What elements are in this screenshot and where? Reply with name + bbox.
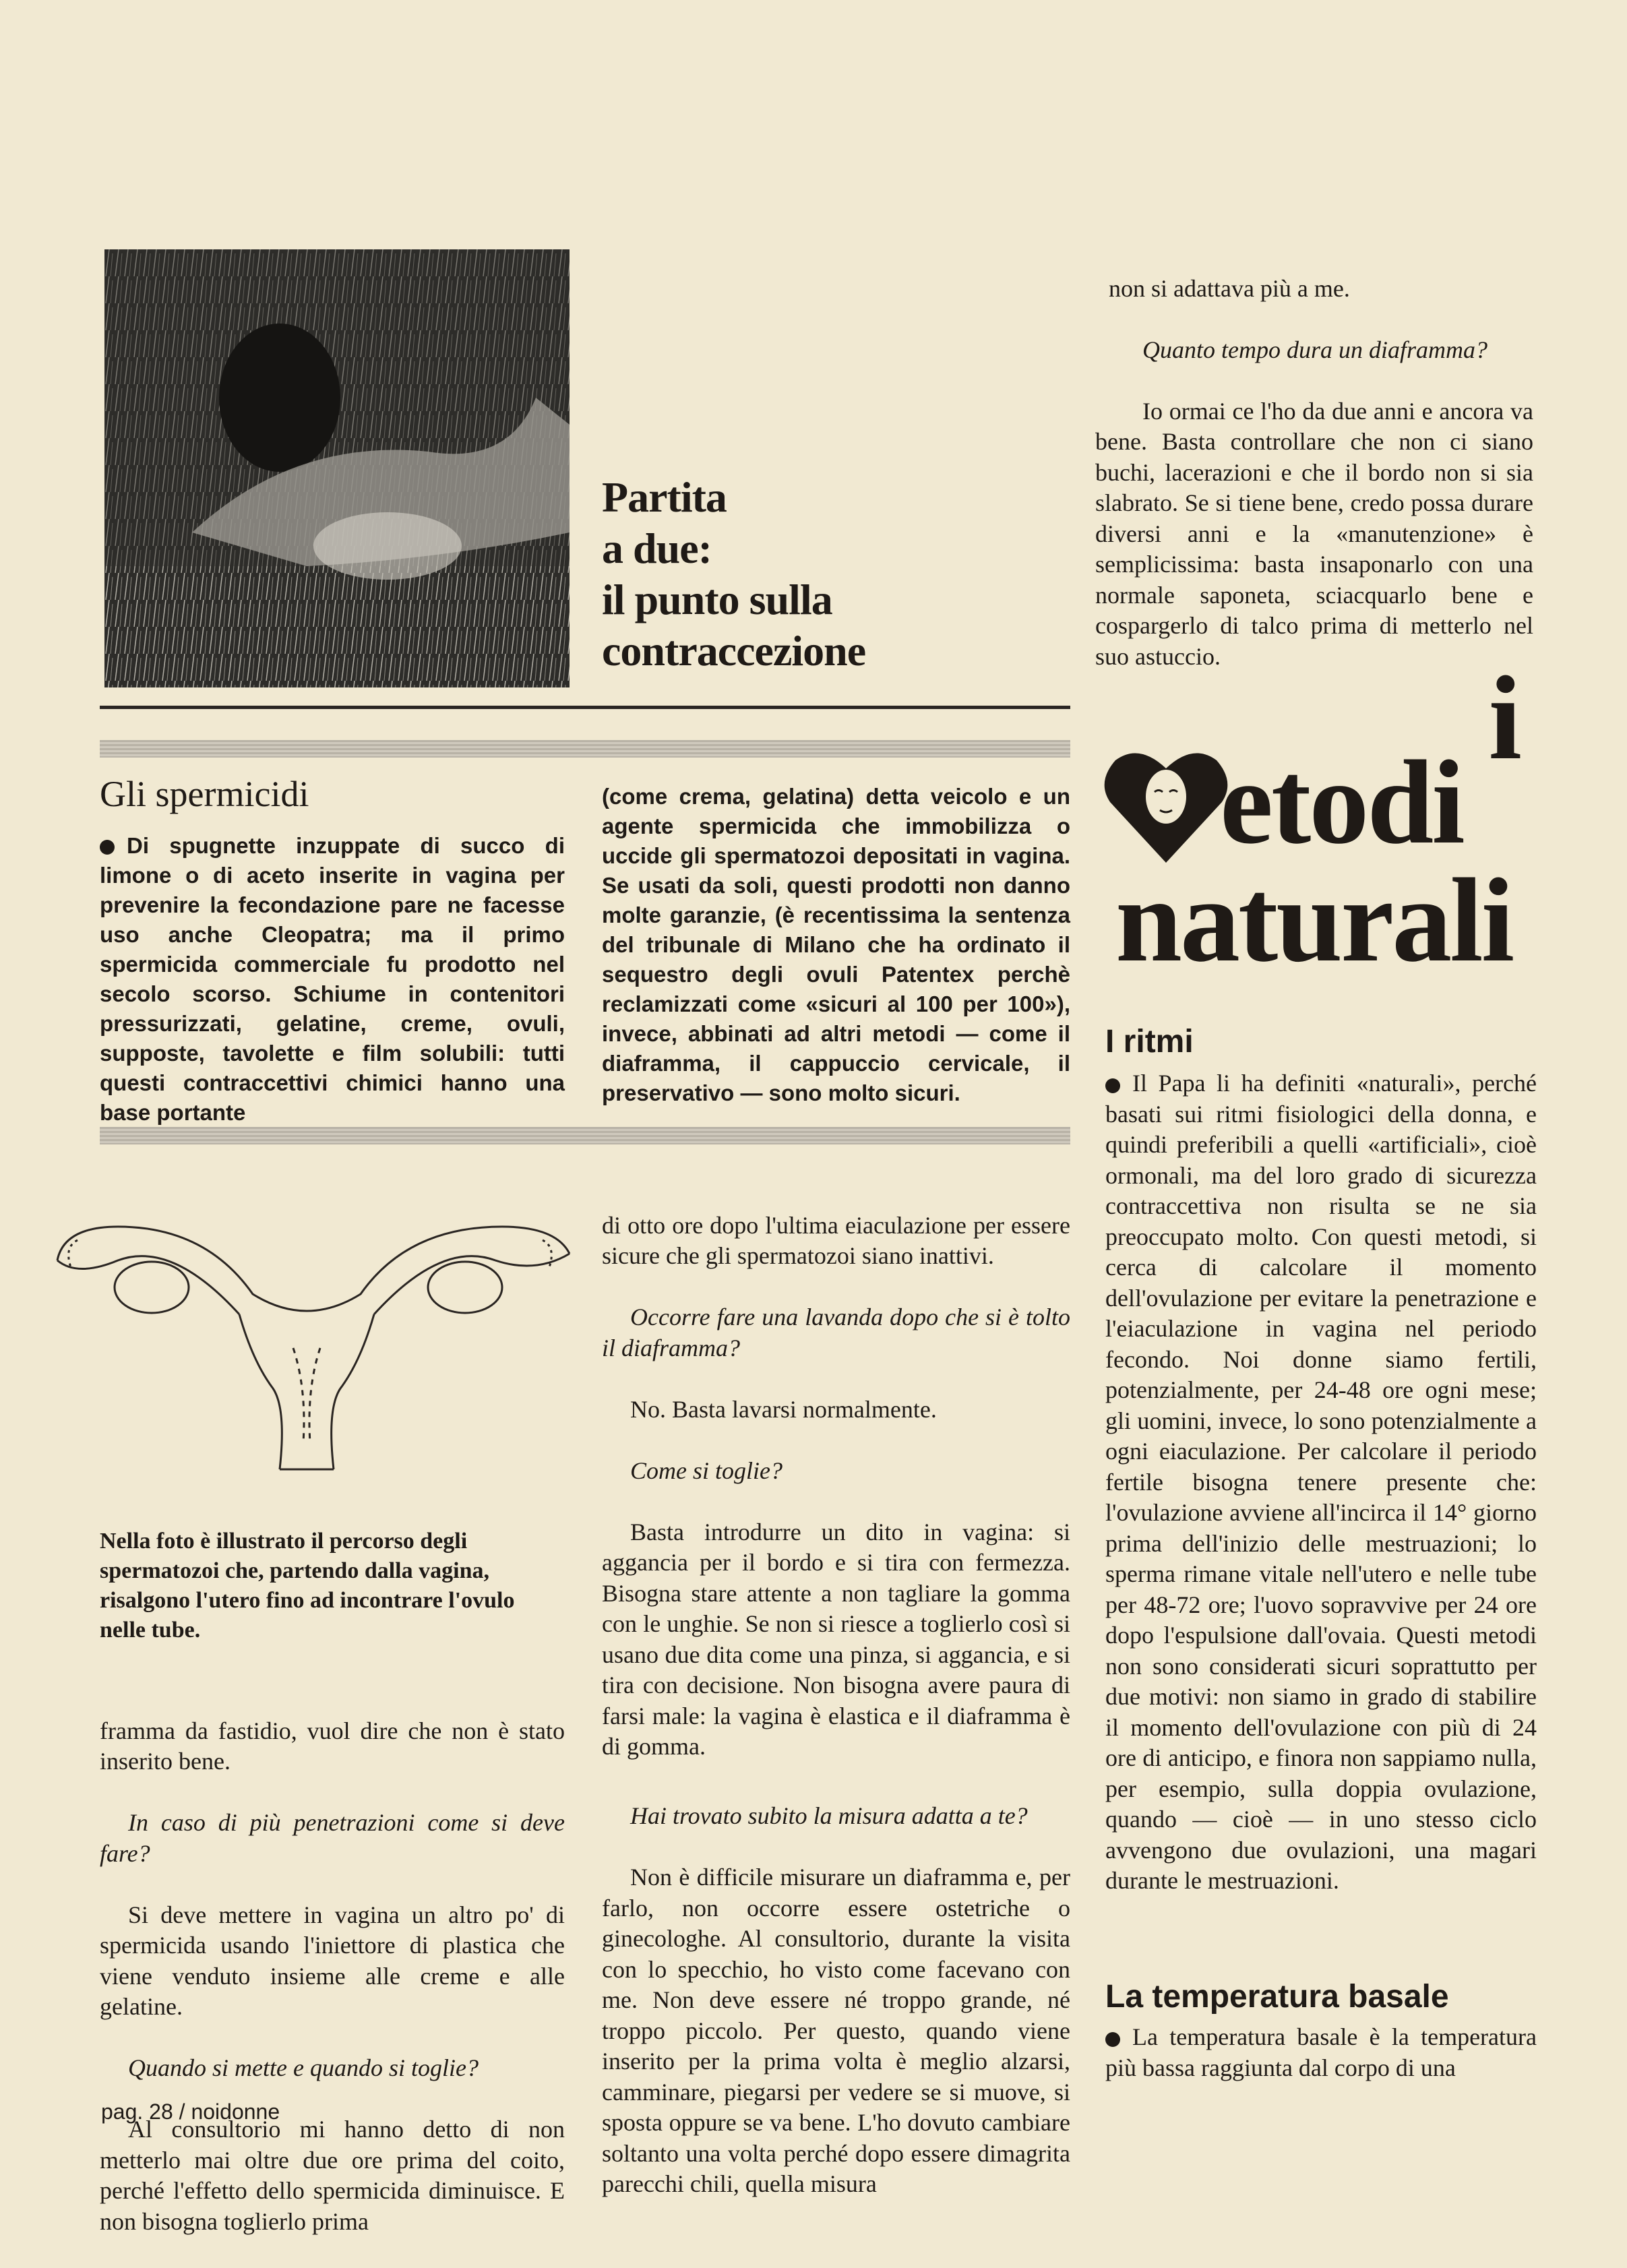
heart-m-logo [1102, 748, 1230, 866]
top-right-column [1095, 243, 1533, 703]
heart-face-icon [1102, 748, 1230, 866]
question: Quanto tempo dura un diaframma? [1142, 336, 1487, 363]
question: Hai trovato subito la misura adatta a te? [630, 1802, 1028, 1829]
metodi-letter-i: i [1488, 651, 1520, 785]
metodi-word-rest: etodi [1220, 735, 1463, 869]
ritmi-text: Il Papa li ha definiti «naturali», perché basati sui ritmi fisiologici della donna, e quindi preferibili a quelli «artificiali», cioè ormonali, ma del loro grado di sicurezza contraccettiva non risulta se ne sia preoccupato molto. Con questi metodi, si cerca di calcolare il momento dell'ovulazione per evitare la penetrazione e l'eiaculazione in vagina nel periodo fecondo. Noi donne siamo fertili, potenzialmente, per 24-48 ore ogni mese; gli uomini, invece, lo sono potenzialmente a ogni eiaculazione. Per calcolare il periodo fertile bisogna tenere presente che: l'ovulazione avviene all'incirca il 14° giorno prima dell'inizio delle mestruazioni; lo sperma rimane vitale nell'utero e nelle tube per 48-72 ore; l'uovo sopravvive per 24 ore dopo l'espulsione dall'ovaia. Questi metodi non sono considerati sicuri soprattutto per due motivi: non siamo in grado di stabilire il momento dell'ovulazione con più di 24 ore di anticipo, e finora non sappiamo nulla, per esempio, sulla doppia ovulazione, quando — cioè — in uno stesso ciclo avvengono due ovulazioni, una magari durante le mestruazioni. [1105, 1070, 1537, 1894]
paragraph [1105, 1068, 1537, 1897]
metodi-naturali-heading [1102, 651, 1520, 998]
section-heading-ritmi: I ritmi [1105, 1024, 1194, 1060]
paragraph: Io ormai ce l'ho da due anni e ancora va bene. Basta controllare che non ci siano buchi, lacerazioni e che il bordo non si sia slabrato. Se si tiene bene, credo possa durare diversi anni e la «manutenzione» è semplicissima: basta insaponarlo con una normale saponeta, sciacquarlo bene e cospargerlo di talco prima di metterlo nel suo astuccio. [1095, 397, 1533, 670]
uterus-illustration [37, 1186, 576, 1496]
figure-caption: Nella foto è illustrato il percorso degli spermatozoi che, partendo dalla vagina, risalgono l'utero fino ad incontrare l'ovulo nelle tube. [100, 1529, 515, 1643]
paragraph: Non è difficile misurare un diaframma e, per farlo, non occorre essere ostetriche o ginecologhe. Al consultorio, durante la visita con lo specchio, ho visto come facevano con me. Non deve essere né troppo grande, né troppo piccolo. Per questo, quando viene inserito per la prima volta è meglio alzarsi, camminare, piegarsi per vedere se si muove, si sposta oppure se va bene. L'ho dovuto cambiare soltanto una volta perché dopo essere dimagrita parecchi chili, quella misura [602, 1864, 1070, 2197]
paragraph: No. Basta lavarsi normalmente. [630, 1395, 937, 1423]
article-title: Partita a due: il punto sulla contraccezione [602, 473, 866, 675]
temperatura-text: La temperatura basale è la temperatura più bassa raggiunta dal corpo di una [1105, 2023, 1537, 2081]
photo-couple-in-grass [104, 249, 570, 687]
section-heading-temperatura: La temperatura basale [1105, 1979, 1449, 2015]
grey-band-bottom [100, 1127, 1070, 1144]
metodi-word-naturali: naturali [1115, 853, 1513, 987]
title-rule [100, 706, 1070, 709]
paragraph: non si adattava più a me. [1109, 274, 1350, 302]
grey-band-top [100, 740, 1070, 758]
bullet-icon [100, 840, 115, 855]
section-heading-spermicidi: Gli spermicidi [100, 774, 309, 814]
paragraph: Basta introdurre un dito in vagina: si aggancia per il bordo e si tira con fermezza. Bisogna stare attente a non tagliare la gomma con le unghie. Se non si riesce a toglierlo così si usano due dita come una pinza, si aggancia, e si tira con decisione. Non bisogna avere paura di farsi male: la vagina è elastica e il diaframma è di gomma. [602, 1518, 1070, 1760]
question: Occorre fare una lavanda dopo che si è tolto il diaframma? [602, 1304, 1070, 1361]
page-footer: pag. 28 / noidonne [101, 2100, 280, 2124]
spermicidi-text-1: Di spugnette inzuppate di succo di limone o di aceto inserite in vagina per prevenire la fecondazione pare ne facesse uso anche Cleopatra; ma il primo spermicida commerciale fu prodotto nel secolo scorso. Schiume in contenitori pressurizzati, gelatine, creme, ovuli, supposte, tavolette e film solubili: tutti questi contraccettivi chimici hanno una base portante [100, 833, 565, 1125]
bullet-icon [1105, 2032, 1120, 2047]
bullet-icon [1105, 1078, 1120, 1093]
spermicidi-col2: (come crema, gelatina) detta veicolo e un agente spermicida che immobilizza o uccide gli spermatozoi depositati in vagina. Se usati da soli, questi prodotti non danno molte garanzie, (è recentissima la sentenza del tribunale di Milano che ha ordinato il sequestro degli ovuli Patentex perchè reclamizzati come «sicuri al 100 per 100»), invece, abbinati ad altri metodi — come il diaframma, il cappuccio cervicale, il preservativo — sono molto sicuri. [602, 784, 1070, 1105]
question: Come si toglie? [630, 1457, 782, 1484]
paragraph: Si deve mettere in vagina un altro po' di spermicida usando l'iniettore di plastica che viene venduto insieme alle creme e alle gelatine. [100, 1901, 565, 2020]
paragraph: Al consultorio mi hanno detto di non metterlo mai oltre due ore prima del coito, perché l'effetto dello spermicida diminuisce. E non bisogna toglierlo prima [100, 2116, 565, 2235]
left-column [100, 1685, 565, 2268]
spermicidi-col1 [100, 831, 565, 1128]
ritmi-column [1105, 1068, 1537, 1897]
photo-graphic [104, 249, 570, 687]
middle-column [602, 1179, 1070, 2230]
paragraph [1105, 2022, 1537, 2083]
paragraph: di otto ore dopo l'ultima eiaculazione per essere sicure che gli spermatozoi siano inattivi. [602, 1211, 1070, 1269]
question: Quando si mette e quando si toglie? [128, 2054, 479, 2081]
uterus-drawing [37, 1186, 576, 1496]
temperatura-column [1105, 2022, 1537, 2083]
question: In caso di più penetrazioni come si deve fare? [100, 1809, 565, 1867]
paragraph: framma da fastidio, vuol dire che non è stato inserito bene. [100, 1717, 565, 1775]
